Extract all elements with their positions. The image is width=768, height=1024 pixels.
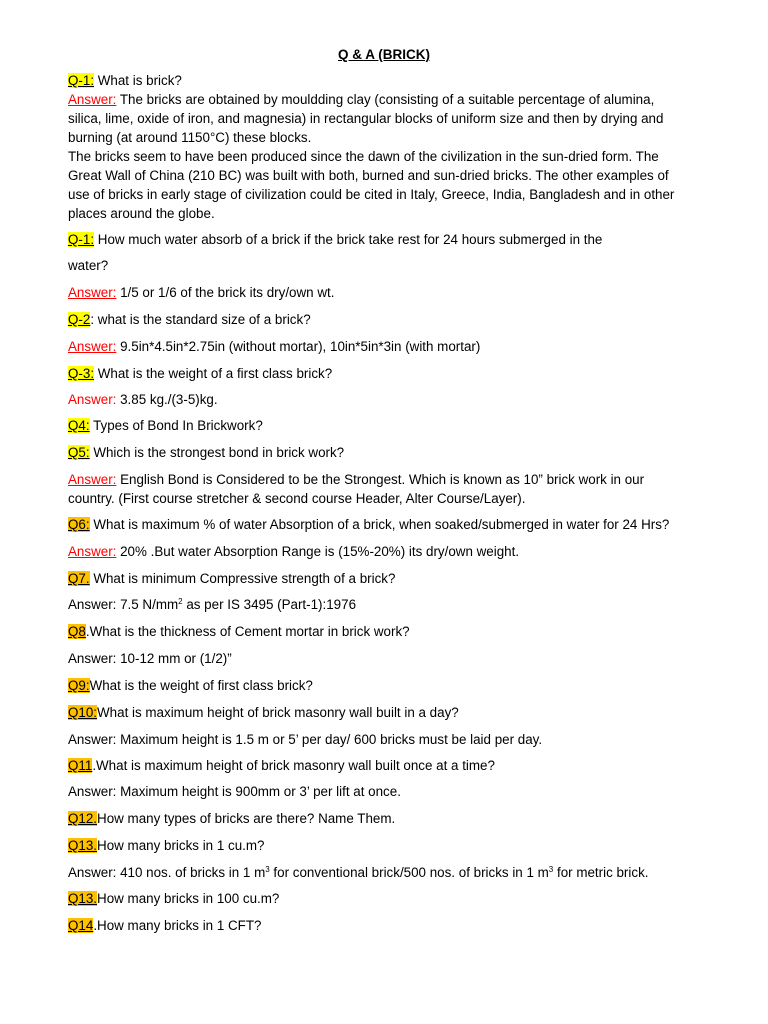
- question-label: Q13.: [68, 891, 98, 906]
- question-text: What is maximum % of water Absorption of a brick, when soaked/submerged in water for 24 Hrs?: [89, 517, 670, 532]
- question-label: Q-1:: [68, 232, 95, 247]
- answer-label: Answer:: [68, 92, 117, 107]
- question-text: What is minimum Compressive strength of a brick?: [89, 571, 396, 586]
- question-label: Q10:: [68, 705, 98, 720]
- answer-1: [68, 90, 708, 223]
- answer-5: [68, 470, 708, 508]
- question-3: [68, 364, 708, 383]
- question-9: [68, 676, 708, 695]
- question-label: Q-1:: [68, 73, 95, 88]
- answer-text: 9.5in*4.5in*2.75in (without mortar), 10in*5in*3in (with mortar): [116, 339, 481, 354]
- answer-label: Answer:: [68, 472, 117, 487]
- answer-3: [68, 390, 708, 409]
- question-7: [68, 569, 708, 588]
- superscript: 3: [548, 865, 554, 874]
- answer-13: [68, 863, 708, 882]
- question-label: Q6:: [68, 517, 90, 532]
- question-text: What is brick?: [94, 73, 182, 88]
- question-13: [68, 836, 708, 855]
- superscript: 3: [265, 865, 270, 874]
- answer-text: 3.85 kg./(3-5)kg.: [116, 392, 218, 407]
- question-label: Q13.: [68, 838, 98, 853]
- answer-line: The bricks are obtained by mouldding clay (consisting of a suitable percentage of alumina,: [116, 92, 655, 107]
- question-14: [68, 916, 708, 935]
- question-8: [68, 622, 708, 641]
- answer-2: [68, 337, 708, 356]
- question-text: How many bricks in 1 cu.m?: [97, 838, 265, 853]
- answer-line: use of bricks in early stage of civilization could be cited in Italy, Greece, India, Bangladesh and in other: [68, 187, 675, 202]
- answer-label: Answer:: [68, 285, 117, 300]
- answer-line: silica, lime, oxide of iron, and magnesia) in rectangular blocks of uniform size and then by drying and: [68, 111, 664, 126]
- question-text: Which is the strongest bond in brick work?: [89, 445, 345, 460]
- answer-7: [68, 595, 708, 614]
- question-4: [68, 416, 708, 435]
- answer-text: 1/5 or 1/6 of the brick its dry/own wt.: [116, 285, 335, 300]
- question-text: .How many bricks in 1 CFT?: [93, 918, 262, 933]
- answer-line: Great Wall of China (210 BC) was built with both, burned and sun-dried bricks. The other examples of: [68, 168, 669, 183]
- answer-6: [68, 542, 708, 561]
- question-1: [68, 71, 708, 90]
- question-label: Q-2: [68, 312, 91, 327]
- answer-line: places around the globe.: [68, 206, 215, 221]
- answer-line: English Bond is Considered to be the Strongest. Which is known as 10” brick work in our: [116, 472, 645, 487]
- answer-8: Answer: 10-12 mm or (1/2)”: [68, 651, 232, 666]
- answer-text: as per IS 3495 (Part-1):1976: [182, 597, 357, 612]
- answer-line: country. (First course stretcher & second course Header, Alter Course/Layer).: [68, 491, 526, 506]
- superscript: 2: [178, 597, 183, 606]
- answer-label: Answer:: [68, 544, 117, 559]
- answer-text: Answer: 7.5 N/mm: [68, 597, 179, 612]
- answer-11: Answer: Maximum height is 900mm or 3’ per lift at once.: [68, 784, 401, 799]
- question-water-absorb: [68, 230, 708, 249]
- question-text: : what is the standard size of a brick?: [90, 312, 311, 327]
- question-text: .What is the thickness of Cement mortar in brick work?: [85, 624, 410, 639]
- question-text: What is the weight of first class brick?: [89, 678, 313, 693]
- question-text: Types of Bond In Brickwork?: [89, 418, 263, 433]
- answer-line: The bricks seem to have been produced since the dawn of the civilization in the sun-dried form. The: [68, 149, 659, 164]
- question-text: .What is maximum height of brick masonry wall built once at a time?: [92, 758, 495, 773]
- answer-label: Answer:: [68, 392, 117, 407]
- question-text: How many types of bricks are there? Name Them.: [97, 811, 396, 826]
- page-title: Q & A (BRICK): [338, 47, 430, 62]
- question-label: Q5:: [68, 445, 90, 460]
- question-text: How much water absorb of a brick if the brick take rest for 24 hours submerged in the: [94, 232, 603, 247]
- question-text: How many bricks in 100 cu.m?: [97, 891, 280, 906]
- question-label: Q8: [68, 624, 86, 639]
- question-label: Q9:: [68, 678, 90, 693]
- question-label: Q-3:: [68, 366, 95, 381]
- question-13b: [68, 889, 708, 908]
- question-2: [68, 310, 708, 329]
- answer-text: Answer: 410 nos. of bricks in 1 m: [68, 865, 266, 880]
- answer-text: for metric brick.: [553, 865, 649, 880]
- answer-water-absorb: [68, 283, 708, 302]
- question-12: [68, 809, 708, 828]
- answer-line: burning (at around 1150°C) these blocks.: [68, 130, 312, 145]
- question-text: What is the weight of a first class brick?: [94, 366, 333, 381]
- answer-text: 20% .But water Absorption Range is (15%-20%) its dry/own weight.: [116, 544, 520, 559]
- question-label: Q14: [68, 918, 94, 933]
- question-10: [68, 703, 708, 722]
- question-11: [68, 756, 708, 775]
- answer-text: for conventional brick/500 nos. of bricks in 1 m: [269, 865, 549, 880]
- question-text: What is maximum height of brick masonry wall built in a day?: [97, 705, 459, 720]
- question-label: Q4:: [68, 418, 90, 433]
- question-label: Q12.: [68, 811, 98, 826]
- question-text-cont: water?: [68, 258, 109, 273]
- answer-10: Answer: Maximum height is 1.5 m or 5’ per day/ 600 bricks must be laid per day.: [68, 732, 543, 747]
- question-6: [68, 515, 708, 534]
- question-5: [68, 443, 708, 462]
- question-label: Q11: [68, 758, 93, 773]
- answer-label: Answer:: [68, 339, 117, 354]
- question-label: Q7.: [68, 571, 90, 586]
